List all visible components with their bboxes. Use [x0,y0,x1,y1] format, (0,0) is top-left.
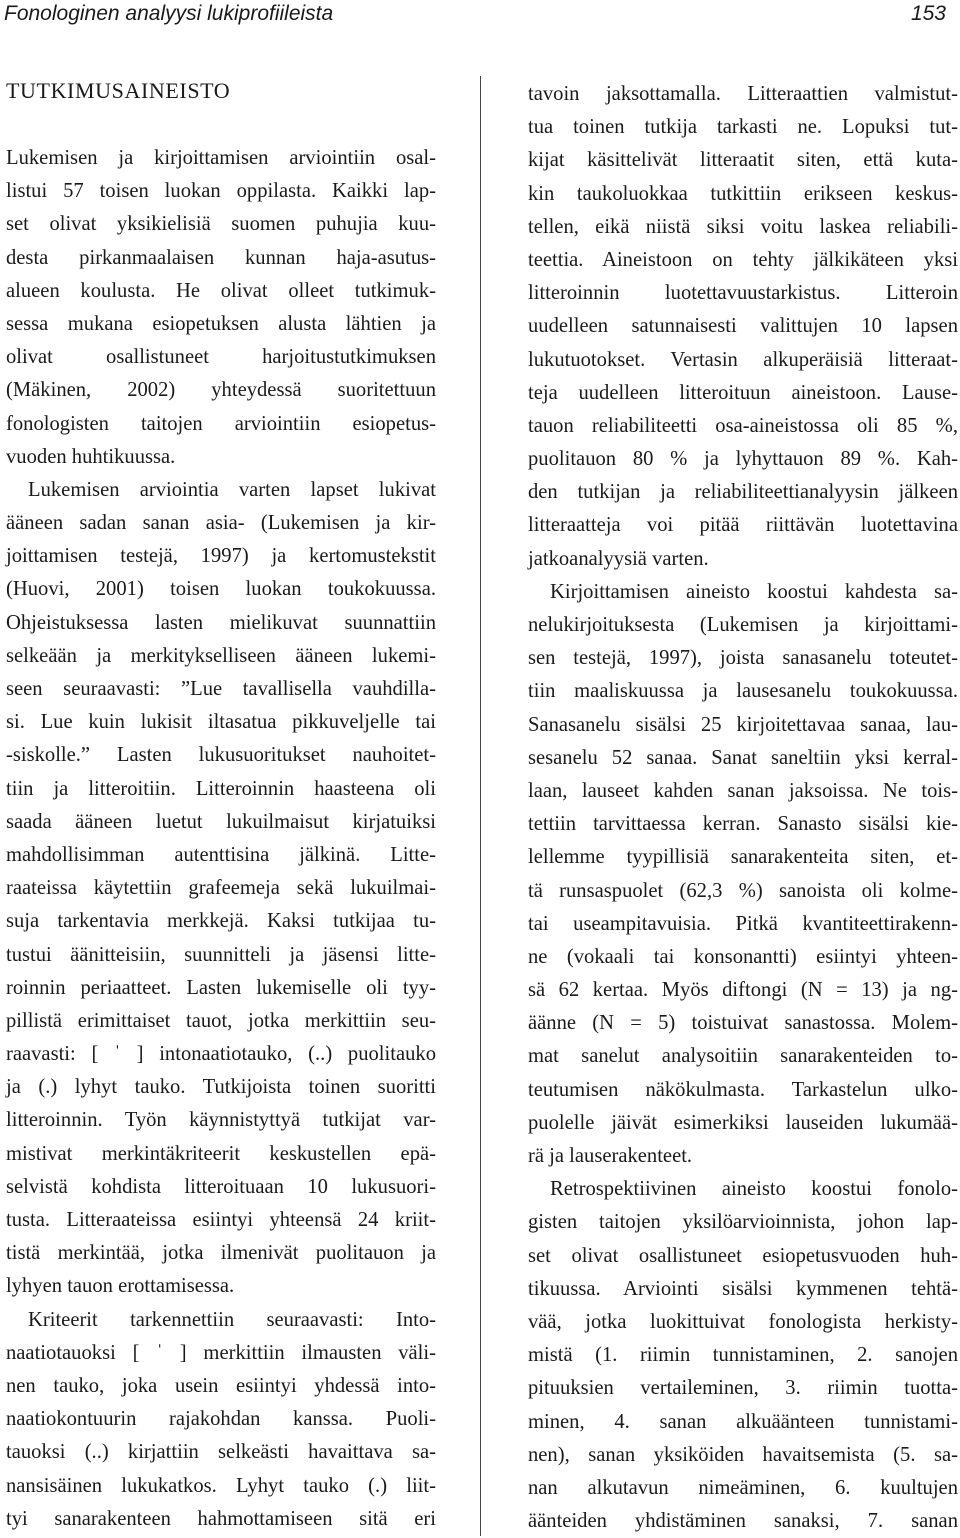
text-line: sesanelu 52 sanaa. Sanat saneltiin yksi kerral- [528,746,958,769]
text-line: laan, lauseet kahden sanan jaksoissa. Ne tois- [528,779,958,802]
text-line: raavasti: [ ˈ ] intonaatiotauko, (..) puolitauko [6,1043,436,1066]
page-number: 153 [910,2,946,25]
text-line: (Huovi, 2001) toisen luokan toukokuussa. [6,578,436,601]
text-line: tavoin jaksottamalla. Litteraattien valmistut- [528,83,958,105]
text-line: joittamisen testejä, 1997) ja kertomustekstit [6,545,436,568]
text-line: vuoden huhtikuussa. [6,445,176,468]
text-line: naatiotauoksi [ ˈ ] merkittiin ilmausten väli- [6,1341,436,1364]
text-line: äänne (N = 5) toistuivat sanastossa. Molem- [528,1012,958,1035]
text-line: litteroinnin luotettavuustarkistus. Litteroin [528,282,958,305]
text-line: set olivat osallistuneet esiopetusvuoden huh- [528,1244,958,1267]
text-line: nansisäinen lukukatkos. Lyhyt tauko (.) liit- [6,1474,436,1497]
text-line: tiin ja litteroitiin. Litteroinnin haasteena oli [6,777,436,800]
text-line: mistivat merkintäkriteerit keskustellen epä- [6,1142,436,1165]
text-line: tai useampitavuisia. Pitkä kvantiteettirakenn- [528,912,958,935]
text-line: tellen, eikä niistä siksi voitu laskea reliabili- [528,215,958,238]
text-line: roinnin periaatteet. Lasten lukemiselle oli tyy- [6,976,436,999]
text-line: Sanasanelu sisälsi 25 kirjoitettavaa sanaa, lau- [528,713,958,736]
text-line: seen seuraavasti: ”Lue tavallisella vauhdilla- [6,678,436,700]
text-line: -siskolle.” Lasten lukusuoritukset nauhoitet- [6,744,436,767]
text-line: teutumisen näkökulmasta. Tarkastelun ulko- [528,1078,958,1101]
text-line: fonologisten taitojen arviointiin esiopetus- [6,412,436,435]
text-line: tikuussa. Arviointi sisälsi kymmenen tehtä- [528,1277,958,1300]
text-line: pillistä erimittaiset tauot, jotka merkittiin seu- [6,1009,436,1032]
text-line: tyi sanarakenteen hahmottamiseen sitä eri [6,1507,436,1530]
text-line: tua toinen tutkija tarkasti ne. Lopuksi tut- [528,116,958,139]
text-line: jatkoanalyysiä varten. [528,547,709,570]
text-line: tistä merkintää, jotka ilmenivät puolitauon ja [6,1242,436,1265]
text-line: tettiin tarvittaessa kerran. Sanasto sisälsi kie- [528,813,958,836]
text-line: saada ääneen luetut lukuilmaisut kirjatuiksi [6,810,436,833]
column-divider [480,76,481,1536]
text-line: Kirjoittamisen aineisto koostui kahdesta sa- [550,580,958,603]
text-line: kin taukoluokkaa tutkittiin erikseen keskus- [528,182,958,205]
text-line: sen testejä, 1997), joista sanasanelu toteutet- [528,647,958,670]
section-heading: TUTKIMUSAINEISTO [6,78,231,103]
text-line: nen tauko, joka usein esiintyi yhdessä into- [6,1374,436,1397]
text-line: Kriteerit tarkennettiin seuraavasti: Into- [28,1308,436,1331]
text-line: nen), sanan yksiköiden havaitsemista (5. sa- [528,1443,958,1466]
text-line: litteraatteja voi pitää riittävän luotettavina [528,514,958,537]
text-line: ääneen sadan sanan asia- (Lukemisen ja kir- [6,512,436,535]
text-line: tusta. Litteraateissa esiintyi yhteensä 24 kriit- [6,1209,436,1231]
text-line: listui 57 toisen luokan oppilasta. Kaikki lap- [6,180,436,203]
text-line: Ohjeistuksessa lasten mielikuvat suunnattiin [6,611,436,634]
text-line: gisten taitojen yksilöarvioinnista, johon lap- [528,1211,958,1234]
text-line: sä 62 kertaa. Myös diftongi (N = 13) ja ng- [528,979,958,1002]
text-line: alueen koulusta. He olivat olleet tutkimuk- [6,279,436,302]
text-line: mahdollisimman autenttisina jälkinä. Litte- [6,843,436,866]
left-text-column [6,142,436,1536]
text-line: den tutkijan ja reliabiliteettianalyysin jälkeen [528,481,958,504]
text-line: naatiokontuurin rajakohdan kanssa. Puoli- [6,1408,436,1431]
running-title: Fonologinen analyysi lukiprofiileista [4,2,334,25]
text-line: desta pirkanmaalaisen kunnan haja-asutus- [6,246,436,269]
text-line: ja (.) lyhyt tauko. Tutkijoista toinen suoritti [6,1076,436,1099]
text-line: teettia. Aineistoon on tehty jälkikäteen yksi [528,248,958,271]
text-line: si. Lue kuin lukisit iltasatua pikkuveljelle tai [6,711,436,734]
text-line: Lukemisen arviointia varten lapset lukivat [28,478,436,501]
text-line: nan alkutavun nimeäminen, 6. kuultujen [528,1476,958,1499]
text-line: minen, 4. sanan alkuäänteen tunnistami- [528,1410,958,1433]
right-text-column [528,78,958,1538]
text-line: uudelleen satunnaisesti valittujen 10 lapsen [528,315,958,338]
running-header [0,0,960,30]
text-line: set olivat yksikielisiä suomen puhujia kuu- [6,213,436,236]
text-line: lukutuotokset. Vertasin alkuperäisiä litteraat- [528,348,958,371]
text-line: raateissa käytettiin grafeemeja sekä lukuilmai- [6,877,436,900]
text-line: mistä (1. riimin tunnistaminen, 2. sanojen [528,1344,958,1367]
text-line: litteroinnin. Työn käynnistyttyä tutkijat var- [6,1109,436,1132]
text-line: selvistä kohdista litteroituaan 10 lukusuori- [6,1175,436,1198]
text-line: tustui äänitteisiin, suunnitteli ja jäsensi litte- [6,943,436,966]
text-line: suja tarkentavia merkkejä. Kaksi tutkijaa tu- [6,910,436,933]
text-line: (Mäkinen, 2002) yhteydessä suoritettuun [6,379,436,402]
text-line: sessa mukana esiopetuksen alusta lähtien ja [6,312,436,335]
text-line: kijat käsittelivät litteraatit siten, että kuta- [528,149,958,172]
text-line: pituuksien vertaileminen, 3. riimin tuotta- [528,1377,958,1400]
text-line: tiin maaliskuussa ja lausesanelu toukokuussa. [528,680,958,703]
text-line: lyhyen tauon erottamisessa. [6,1275,235,1298]
text-line: tauoksi (..) kirjattiin selkeästi havaittava sa- [6,1441,436,1464]
text-line: tä runsaspuolet (62,3 %) sanoista oli kolme- [528,879,958,902]
text-line: tauon reliabiliteetti osa-aineistossa oli 85 %, [528,414,958,437]
text-line: teja uudelleen litteroituun aineistoon. Lause- [528,381,958,404]
text-line: olivat osallistuneet harjoitustutkimuksen [6,346,436,369]
text-line: lellemme tyypillisiä sanarakenteita siten, et- [528,846,958,869]
text-line: vää, jotka luokittuivat fonologista herkisty- [528,1310,958,1333]
text-line: selkeään ja merkitykselliseen ääneen lukemi- [6,644,436,667]
text-line: rä ja lauserakenteet. [528,1145,693,1167]
text-line: puolitauon 80 % ja lyhyttauon 89 %. Kah- [528,448,958,471]
text-line: Retrospektiivinen aineisto koostui fonolo- [550,1178,958,1201]
text-line: Lukemisen ja kirjoittamisen arviointiin osal- [6,147,436,169]
text-line: puolelle jäivät esimerkiksi lauseiden lukumää- [528,1111,958,1134]
text-line: äänteiden yhdistäminen sanaksi, 7. sanan [528,1510,958,1533]
text-line: mat sanelut analysoitiin sanarakenteiden to- [528,1045,958,1068]
text-line: ne (vokaali tai konsonantti) esiintyi yhteen- [528,945,958,968]
text-line: nelukirjoituksesta (Lukemisen ja kirjoittami- [528,614,958,636]
